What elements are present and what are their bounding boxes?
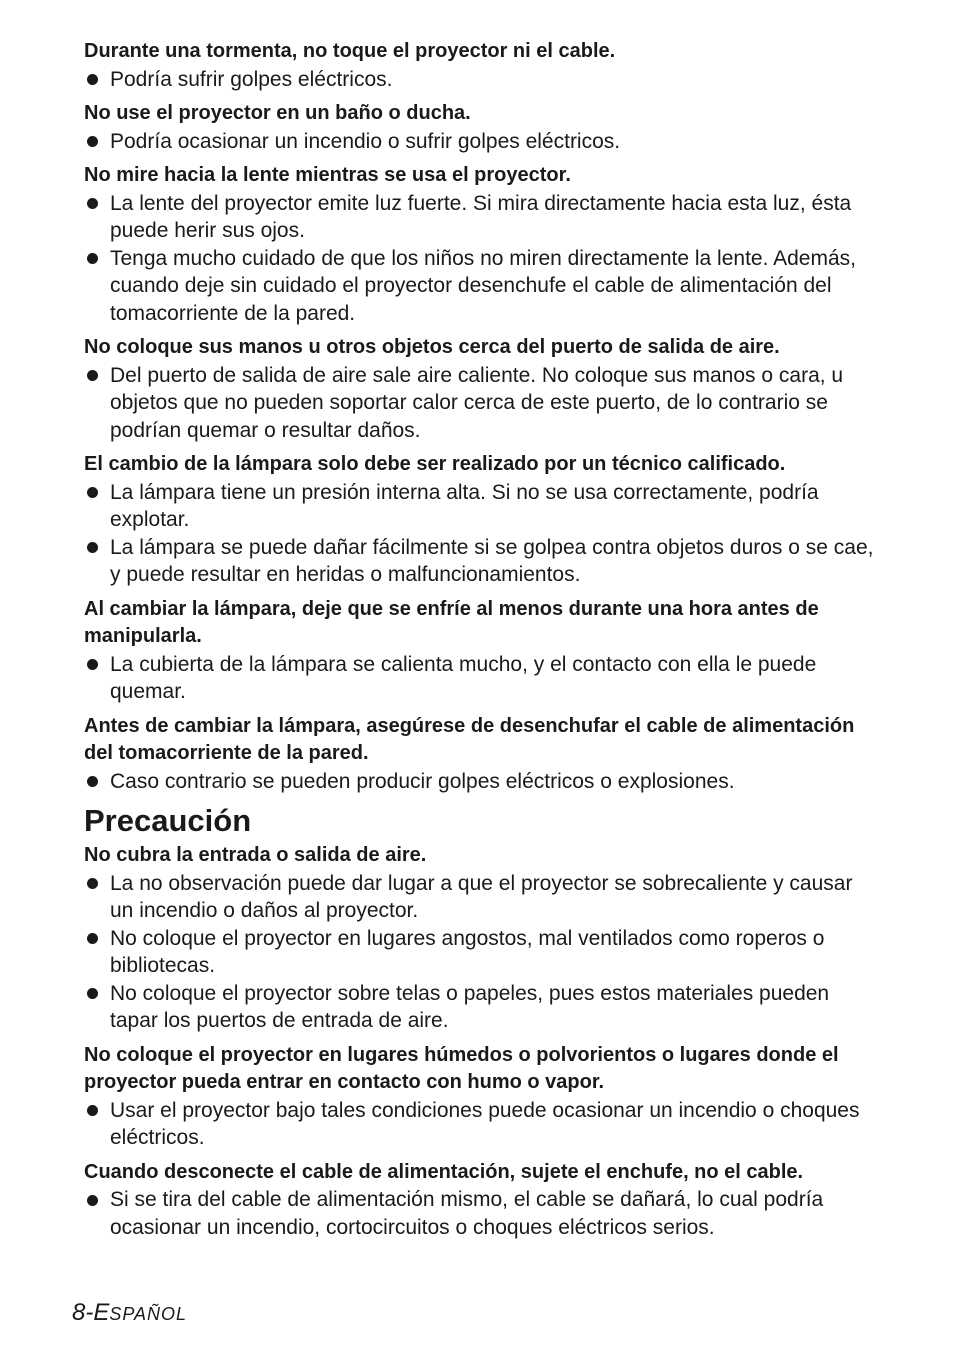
bullet-text: No coloque el proyector en lugares angostos, mal ventilados como roperos o bibliotecas. [110,926,825,977]
bullet-text: La lente del proyector emite luz fuerte. Si mira directamente hacia esta luz, ésta puede herir sus ojos. [110,191,852,242]
instruction-block [84,162,874,327]
instruction-block [84,334,874,444]
bullet-text: La lámpara se puede dañar fácilmente si se golpea contra objetos duros o se cae, y puede resultar en heridas o malfuncionamientos. [110,535,874,586]
bullet-icon [87,136,98,147]
instruction-block [84,1159,874,1242]
bullet-item [84,66,874,94]
bullet-item [84,534,874,589]
block-heading: No cubra la entrada o salida de aire. [84,844,427,866]
bullet-text: Tenga mucho cuidado de que los niños no miren directamente la lente. Además, cuando deje sin cuidado el proyector desenchufe el cable de alimentación del tomacorriente de la pared. [110,246,856,325]
bullet-item [84,980,874,1035]
bullet-item [84,362,874,445]
bullet-text: Caso contrario se pueden producir golpes eléctricos o explosiones. [110,769,735,793]
instruction-block [84,596,874,706]
instruction-block [84,1042,874,1152]
bullet-icon [87,776,98,787]
block-heading: No coloque sus manos u otros objetos cerca del puerto de salida de aire. [84,336,780,358]
bullet-icon [87,878,98,889]
bullet-item [84,1097,874,1152]
bullet-text: Del puerto de salida de aire sale aire caliente. No coloque sus manos o cara, u objetos que no pueden soportar calor cerca de este puerto, de lo contrario se podrían quemar o resultar daños. [110,363,844,442]
page-number: 8-E [72,1299,110,1326]
page-content [84,38,874,1248]
instruction-block [84,451,874,589]
block-heading: Antes de cambiar la lámpara, asegúrese de desenchufar el cable de alimentación del tomacorriente de la pared. [84,714,855,764]
bullet-item [84,651,874,706]
bullet-icon [87,659,98,670]
bullet-text: La lámpara tiene un presión interna alta. Si no se usa correctamente, podría explotar. [110,480,819,531]
bullet-text: La no observación puede dar lugar a que el proyector se sobrecaliente y causar un incendio o daños al proyector. [110,871,853,922]
bullet-icon [87,253,98,264]
bullet-item [84,190,874,245]
block-heading: Cuando desconecte el cable de alimentación, sujete el enchufe, no el cable. [84,1160,804,1183]
bullet-text: Si se tira del cable de alimentación mismo, el cable se dañará, lo cual podría ocasionar un incendio, cortocircuitos o choques eléctricos serios. [110,1188,824,1239]
bullet-text: Podría sufrir golpes eléctricos. [110,67,393,91]
bullet-text: Podría ocasionar un incendio o sufrir golpes eléctricos. [110,129,621,153]
page-footer [72,1298,187,1329]
bullet-icon [87,74,98,85]
bullet-item [84,925,874,980]
warning-blocks [84,38,874,795]
bullet-icon [87,487,98,498]
block-heading: No coloque el proyector en lugares húmedos o polvorientos o lugares donde el proyector pueda entrar en contacto con humo o vapor. [84,1043,839,1093]
caution-blocks [84,842,874,1241]
section-title: Precaución [84,803,252,838]
bullet-item [84,1186,874,1241]
bullet-text: Usar el proyector bajo tales condiciones puede ocasionar un incendio o choques eléctricos. [110,1098,860,1149]
bullet-icon [87,933,98,944]
bullet-icon [87,198,98,209]
block-heading: No mire hacia la lente mientras se usa el proyector. [84,164,571,186]
bullet-item [84,245,874,328]
bullet-icon [87,1105,98,1116]
bullet-text: No coloque el proyector sobre telas o papeles, pues estos materiales pueden tapar los puertos de entrada de aire. [110,981,830,1032]
bullet-item [84,768,874,796]
instruction-block [84,713,874,796]
instruction-block [84,100,874,155]
instruction-block [84,842,874,1035]
block-heading: El cambio de la lámpara solo debe ser realizado por un técnico calificado. [84,453,786,475]
bullet-icon [87,988,98,999]
block-heading: Al cambiar la lámpara, deje que se enfríe al menos durante una hora antes de manipularla. [84,597,819,647]
bullet-icon [87,370,98,381]
block-heading: No use el proyector en un baño o ducha. [84,102,471,124]
bullet-text: La cubierta de la lámpara se calienta mucho, y el contacto con ella le puede quemar. [110,652,817,703]
bullet-item [84,128,874,156]
bullet-icon [87,542,98,553]
bullet-item [84,870,874,925]
bullet-icon [87,1195,98,1206]
bullet-item [84,479,874,534]
instruction-block [84,38,874,93]
block-heading: Durante una tormenta, no toque el proyector ni el cable. [84,40,616,62]
footer-language: SPAÑOL [109,1304,188,1324]
